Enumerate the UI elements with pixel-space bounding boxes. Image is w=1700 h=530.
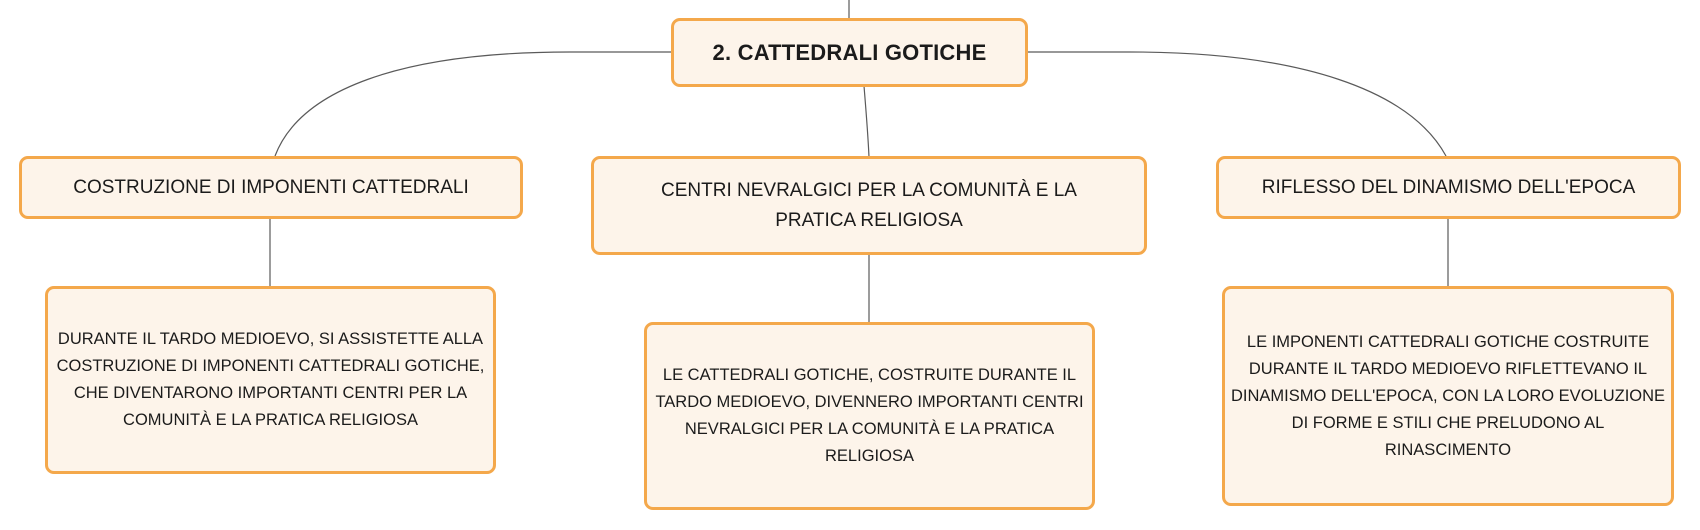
branch-2-label: CENTRI NEVRALGICI PER LA COMUNITÀ E LA PRATICA RELIGIOSA — [661, 179, 1077, 231]
main-topic-node[interactable] — [671, 18, 1028, 87]
branch-1-label: COSTRUZIONE DI IMPONENTI CATTEDRALI — [73, 176, 469, 198]
connector-main-to-branch-3 — [1027, 52, 1446, 156]
detail-node-2[interactable] — [644, 322, 1095, 510]
main-topic-label: 2. CATTEDRALI GOTICHE — [712, 39, 987, 65]
branch-node-3[interactable] — [1216, 156, 1681, 219]
detail-3-text: LE IMPONENTI CATTEDRALI GOTICHE COSTRUITE DURANTE IL TARDO MEDIOEVO RIFLETTEVANO IL DINAMISMO DELL'EPOCA, CON LA LORO EVOLUZIONE DI FORME E STILI CHE PRELUDONO AL RINASCIMENTO — [1230, 332, 1666, 459]
branch-3-label: RIFLESSO DEL DINAMISMO DELL'EPOCA — [1261, 176, 1636, 198]
connector-main-to-branch-2 — [864, 86, 869, 157]
branch-node-2[interactable] — [591, 156, 1147, 255]
detail-2-text: LE CATTEDRALI GOTICHE, COSTRUITE DURANTE IL TARDO MEDIOEVO, DIVENNERO IMPORTANTI CENTRI NEVRALGICI PER LA COMUNITÀ E LA PRATICA RELIGIOSA — [655, 366, 1084, 465]
detail-1-text: DURANTE IL TARDO MEDIOEVO, SI ASSISTETTE ALLA COSTRUZIONE DI IMPONENTI CATTEDRALI GOTICHE, CHE DIVENTARONO IMPORTANTI CENTRI PER LA COMUNITÀ E LA PRATICA RELIGIOSA — [56, 330, 485, 429]
detail-node-1[interactable] — [45, 286, 496, 474]
branch-node-1[interactable] — [19, 156, 523, 219]
connector-main-to-branch-1 — [275, 52, 672, 156]
detail-node-3[interactable] — [1222, 286, 1674, 506]
